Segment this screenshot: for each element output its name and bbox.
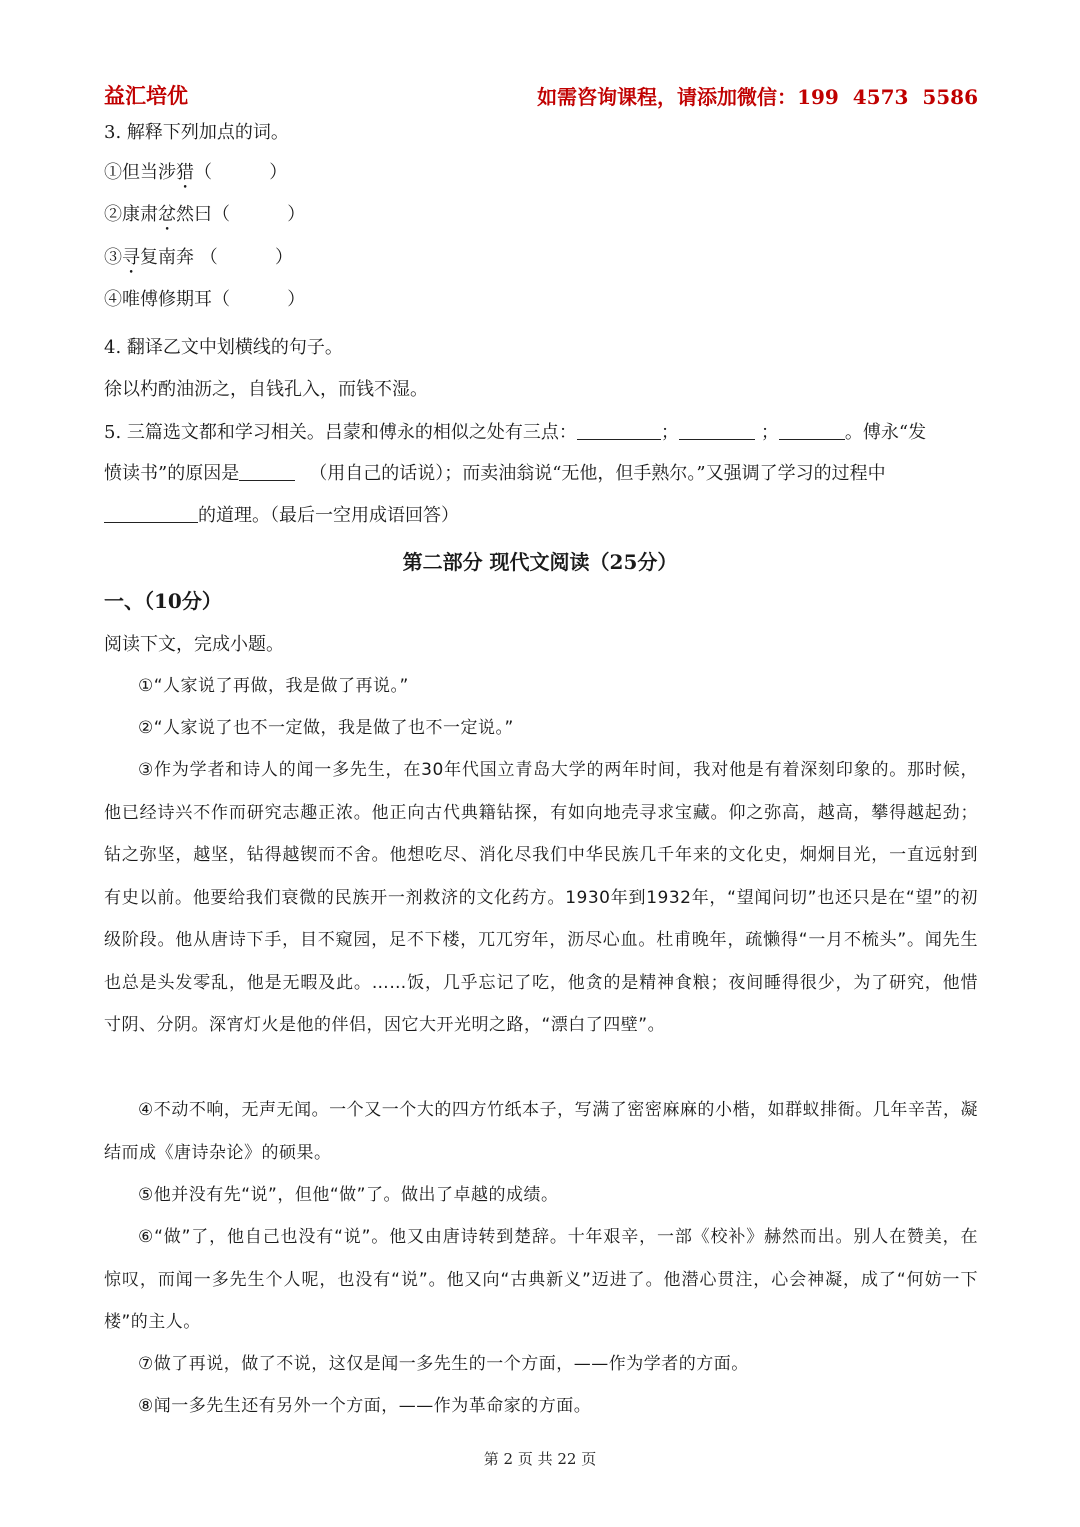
answer-blank[interactable] — [779, 421, 845, 440]
paragraph-8: ⑧闻一多先生还有另外一个方面，——作为革命家的方面。 — [138, 1396, 592, 1416]
paragraph-3: ③作为学者和诗人的闻一多先生，在30年代国立青岛大学的两年时间，我对他是有着深刻印象的。那时候，他已经诗兴不作而研究志趣正浓。他正向古代典籍钻探，有如向地壳寻求宝藏。仰之弥高，越高，攀得越起劲；钻之弥坚，越坚，钻得越锲而不舍。他想吃尽、消化尽我们中华民族几千年来的文化史，炯炯目光，一直远射到有史以前。他要给我们衰微的民族开一剂救济的文化药方。1930年到1932年，“望闻问切”也还只是在“望”的初级阶段。他从唐诗下手，目不窥园，足不下楼，兀兀穷年，沥尽心血。杜甫晚年，疏懒得“一月不梳头”。闻先生也总是头发零乱，他是无暇及此。……饭，几乎忘记了吃，他贪的是精神食粮；夜间睡得很少，为了研究，他惜寸阴、分阴。深宵灯火是他的伴侣，因它大开光明之路，“漂白了四壁”。 — [104, 760, 978, 1035]
subheading: 一、（10分） — [104, 589, 222, 613]
q3-item-2: ②康肃忿然曰（ ） — [104, 204, 306, 225]
paragraph-7: ⑦做了再说，做了不说，这仅是闻一多先生的一个方面，——作为学者的方面。 — [138, 1354, 749, 1374]
brand-name: 益汇培优 — [104, 83, 188, 108]
q5-line-1: 5. 三篇选文都和学习相关。吕蒙和傅永的相似之处有三点： ； ； 。傅永“发 — [104, 422, 927, 443]
answer-blank[interactable] — [239, 462, 295, 481]
q3-title: 3. 解释下列加点的词。 — [104, 122, 289, 143]
contact-info — [537, 81, 978, 110]
page-header — [104, 80, 978, 110]
paragraph-2: ②“人家说了也不一定做，我是做了也不一定说。” — [138, 718, 514, 738]
q3-item-4: ④唯傅修期耳（ ） — [104, 289, 306, 310]
answer-blank[interactable] — [577, 421, 661, 440]
paragraph-6: ⑥“做”了，他自己也没有“说”。他又由唐诗转到楚辞。十年艰辛，一部《校补》赫然而出。别人在赞美，在惊叹，而闻一多先生个人呢，也没有“说”。他又向“古典新义”迈进了。他潜心贯注，心会神凝，成了“何妨一下楼”的主人。 — [104, 1227, 978, 1332]
section-title: 第二部分 现代文阅读（25分） — [402, 550, 678, 574]
paragraph-4: ④不动不响，无声无闻。一个又一个大的四方竹纸本子，写满了密密麻麻的小楷，如群蚁排衙。几年辛苦，凝结而成《唐诗杂论》的硕果。 — [104, 1100, 978, 1163]
q4-sentence: 徐以杓酌油沥之，自钱孔入，而钱不湿。 — [104, 379, 428, 400]
page-number: 第 2 页 共 22 页 — [483, 1450, 597, 1468]
paragraph-5: ⑤他并没有先“说”，但他“做”了。做出了卓越的成绩。 — [138, 1185, 559, 1205]
paragraph-1: ①“人家说了再做，我是做了再说。” — [138, 676, 409, 696]
answer-blank[interactable] — [104, 504, 198, 523]
instruction: 阅读下文，完成小题。 — [104, 634, 284, 655]
q4-title: 4. 翻译乙文中划横线的句子。 — [104, 337, 343, 358]
q3-item-3: ③寻复南奔 （ ） — [104, 247, 293, 268]
answer-blank[interactable] — [679, 421, 755, 440]
q5-line-3: 的道理。（最后一空用成语回答） — [104, 503, 978, 529]
contact-prefix: 如需咨询课程，请添加微信： — [537, 84, 798, 109]
q3-item-1: ①但当涉猎（ ） — [104, 162, 288, 183]
wechat-number: 199 4573 5586 — [797, 84, 978, 109]
q5-line-2: 愤读书”的原因是 （用自己的话说）；而卖油翁说“无他，但手熟尔。”又强调了学习的过程中 — [104, 463, 886, 484]
